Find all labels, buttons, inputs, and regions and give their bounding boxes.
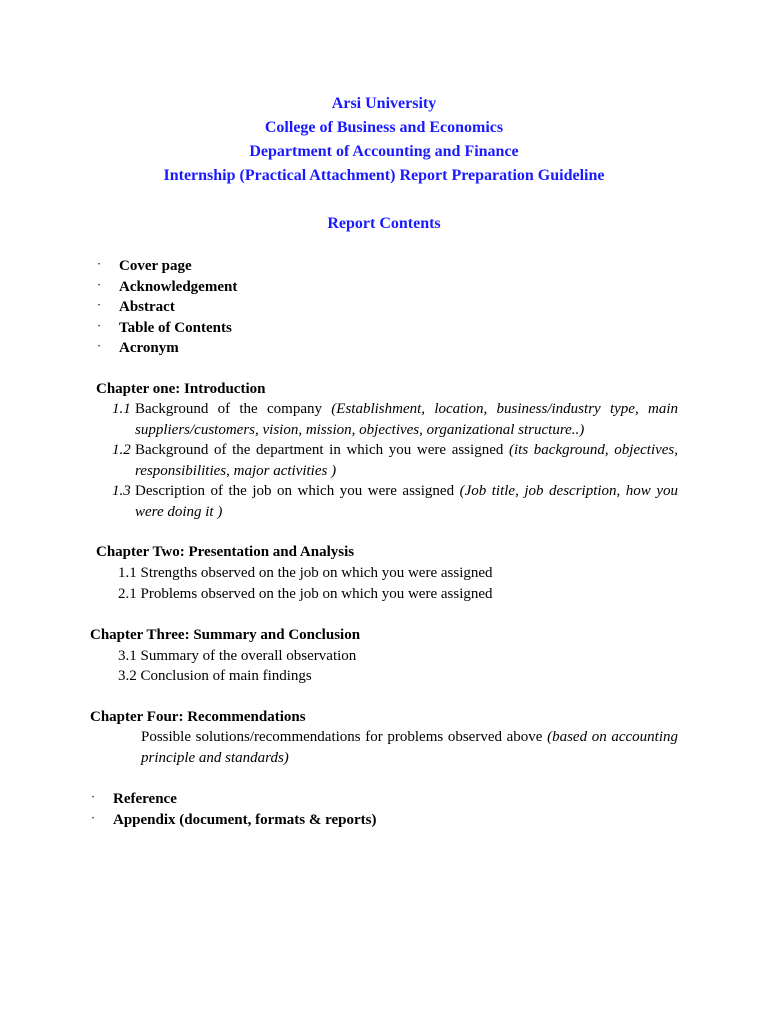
department-name: Department of Accounting and Finance [249, 143, 519, 160]
report-contents-title: Report Contents [327, 215, 441, 232]
college-name: College of Business and Economics [264, 119, 504, 136]
bullet-icon: · [96, 317, 102, 333]
bullet-icon: · [96, 338, 102, 353]
chapter-three-item: 3.2 Conclusion of main findings [118, 668, 312, 684]
chapter-two-title: Chapter Two: Presentation and Analysis [96, 544, 355, 560]
bullet-icon: · [90, 809, 96, 825]
chapter-one-item: 1.3 Description of the job on which you were assigned (Job title, job description, how you were doing it ) [112, 483, 678, 520]
chapter-two-item: 1.1 Strengths observed on the job on which you were assigned [118, 565, 493, 581]
chapter-four-text: Possible solutions/recommendations for problems observed above (based on accounting principle and standards) [141, 729, 678, 766]
chapter-one-item: 1.1 Background of the company (Establishment, location, business/industry type, main suppliers/customers, vision, mission, objectives, organizational structure..) [112, 401, 678, 438]
bullet-icon: · [96, 297, 102, 312]
bullet-icon: · [90, 789, 96, 804]
chapter-three-item: 3.1 Summary of the overall observation [118, 648, 357, 664]
bullet-icon: · [96, 256, 102, 271]
chapter-three-title: Chapter Three: Summary and Conclusion [90, 627, 361, 643]
chapter-one-title: Chapter one: Introduction [96, 381, 266, 397]
bullet-icon: · [96, 276, 102, 292]
university-name: Arsi University [331, 95, 437, 112]
chapter-two-item: 2.1 Problems observed on the job on which you were assigned [118, 586, 493, 602]
chapter-four-title: Chapter Four: Recommendations [90, 709, 306, 725]
chapter-one-item: 1.2 Background of the department in which you were assigned (its background, objectives, responsibilities, major activities ) [112, 442, 679, 479]
guideline-title: Internship (Practical Attachment) Report Preparation Guideline [163, 167, 605, 184]
